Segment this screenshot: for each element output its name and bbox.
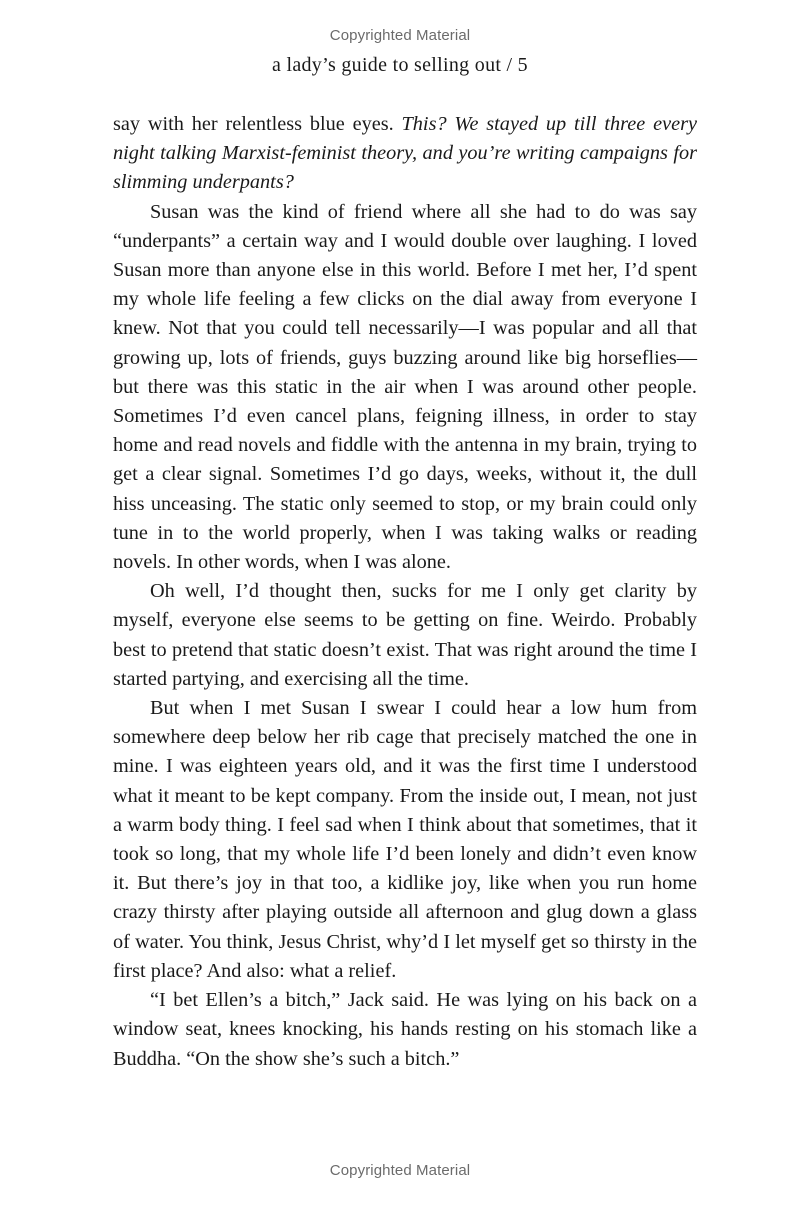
- paragraph-5: “I bet Ellen’s a bitch,” Jack said. He was lying on his back on a window seat, knees knocking, his hands resting on his stomach like a Buddha. “On the show she’s such a bitch.”: [113, 989, 697, 1070]
- paragraph-1: [113, 110, 697, 198]
- paragraph-1-lead: say with her relentless blue eyes.: [113, 113, 402, 135]
- running-head: a lady’s guide to selling out / 5: [272, 54, 528, 76]
- copyright-watermark-top: Copyrighted Material: [329, 27, 471, 44]
- copyright-watermark-bottom: Copyrighted Material: [329, 1162, 471, 1179]
- paragraph-1-italic: This? We stayed up till three every night talking Marxist-feminist theory, and you’re writing campaigns for slimming underpants?: [113, 113, 697, 194]
- paragraph-4: But when I met Susan I swear I could hear a low hum from somewhere deep below her rib cage that precisely matched the one in mine. I was eighteen years old, and it was the first time I understood what it meant to be kept company. From the inside out, I mean, not just a warm body thing. I feel sad when I think about that sometimes, that it took so long, that my whole life I’d been lonely and didn’t even know it. But there’s joy in that too, a kidlike joy, like when you run home crazy thirsty after playing outside all afternoon and glug down a glass of water. You think, Jesus Christ, why’d I let myself get so thirsty in the first place? And also: what a relief.: [113, 697, 697, 982]
- paragraph-2: Susan was the kind of friend where all she had to do was say “underpants” a certain way and I would double over laughing. I loved Susan more than anyone else in this world. Before I met her, I’d spent my whole life feeling a few clicks on the dial away from everyone I knew. Not that you could tell necessarily—I was popular and all that growing up, lots of friends, guys buzzing around like big horseflies—but there was this static in the air when I was around other people. Sometimes I’d even cancel plans, feigning illness, in order to stay home and read novels and fiddle with the antenna in my brain, trying to get a clear signal. Sometimes I’d go days, weeks, without it, the dull hiss unceasing. The static only seemed to stop, or my brain could only tune in to the world properly, when I was taking walks or reading novels. In other words, when I was alone.: [113, 200, 697, 574]
- page-body: [113, 110, 697, 1074]
- paragraph-3: Oh well, I’d thought then, sucks for me I only get clarity by myself, everyone else seems to be getting on fine. Weirdo. Probably best to pretend that static doesn’t exist. That was right around the time I started partying, and exercising all the time.: [113, 580, 697, 690]
